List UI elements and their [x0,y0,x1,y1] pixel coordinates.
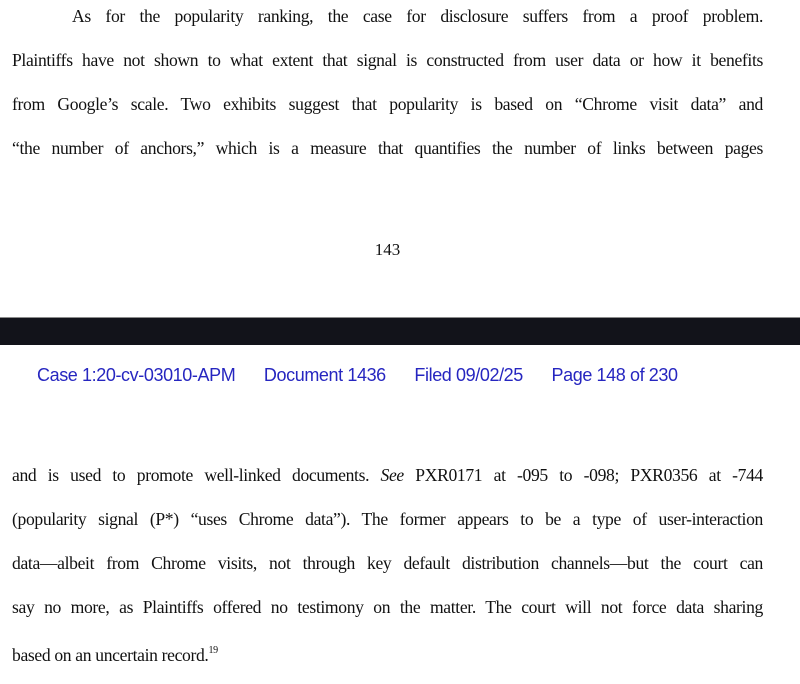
paragraph-line: “the number of anchors,” which is a measure that quantifies the number of links between pages [12,138,763,158]
paragraph-line: (popularity signal (P*) “uses Chrome data”). The former appears to be a type of user-interaction [12,509,763,529]
paragraph-line: from Google’s scale. Two exhibits suggest that popularity is based on “Chrome visit data” and [12,94,763,114]
text-run: and is used to promote well-linked documents. [12,465,381,485]
document-page-top [0,0,800,317]
paragraph-line: data—albeit from Chrome visits, not through key default distribution channels—but the court can [12,553,763,573]
paragraph-line: Plaintiffs have not shown to what extent that signal is constructed from user data or how it benefits [12,50,763,70]
page-separator [0,317,800,345]
text-run: based on an uncertain record. [12,645,209,665]
page-indicator: Page 148 of 230 [551,365,678,385]
text-run: PXR0171 at -095 to -098; PXR0356 at -744 [403,465,763,485]
paragraph-line [12,641,218,665]
document-page-bottom [0,345,800,684]
page-number: 143 [374,240,401,259]
paragraph-line [12,465,763,485]
citation-signal: See [380,465,404,485]
case-number: Case 1:20-cv-03010-APM [37,365,236,385]
filed-date: Filed 09/02/25 [414,365,523,385]
document-number: Document 1436 [263,365,386,385]
paragraph-line: say no more, as Plaintiffs offered no testimony on the matter. The court will not force data sharing [12,597,763,617]
paragraph-line: As for the popularity ranking, the case for disclosure suffers from a proof problem. [72,6,763,26]
footnote-reference[interactable]: 19 [208,645,218,656]
